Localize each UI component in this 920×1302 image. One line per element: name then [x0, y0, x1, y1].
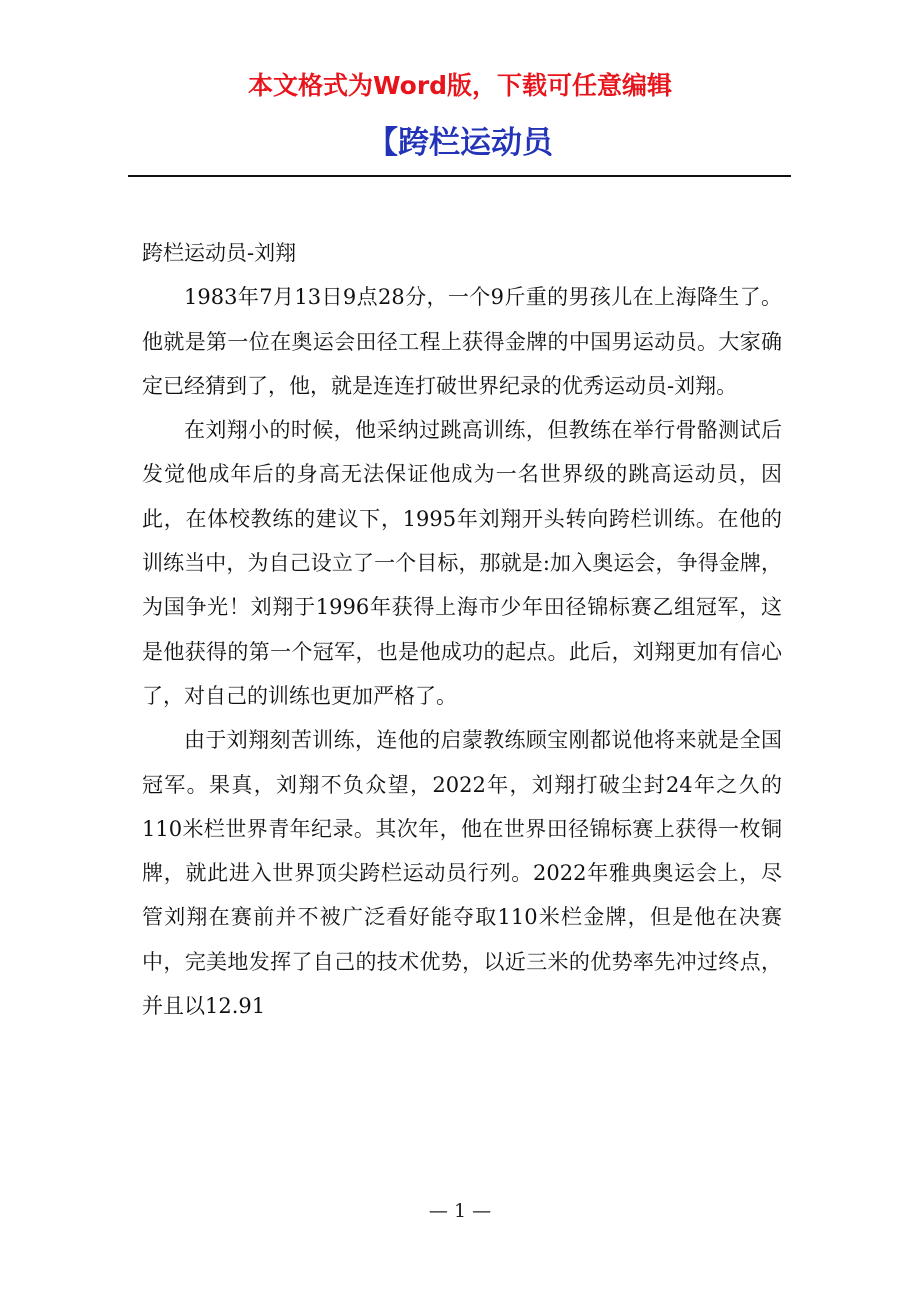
- section-heading: 跨栏运动员-刘翔: [142, 241, 297, 265]
- format-notice: 本文格式为Word版，下载可任意编辑: [247, 71, 673, 100]
- paragraph: 1983年7月13日9点28分，一个9斤重的男孩儿在上海降生了。他就是第一位在奥运会田径工程上获得金牌的中国男运动员。大家确定已经猜到了，他，就是连连打破世界纪录的优秀运动员-刘翔。: [142, 285, 782, 398]
- document-title: 【跨栏运动员: [367, 125, 553, 161]
- title-divider: [128, 175, 791, 177]
- page-number: — 1 —: [428, 1200, 492, 1222]
- paragraph: 在刘翔小的时候，他采纳过跳高训练，但教练在举行骨骼测试后发觉他成年后的身高无法保证他成为一名世界级的跳高运动员，因此，在体校教练的建议下，1995年刘翔开头转向跨栏训练。在他的训练当中，为自己设立了一个目标，那就是:加入奥运会，争得金牌，为国争光！刘翔于1996年获得上海市少年田径锦标赛乙组冠军，这是他获得的第一个冠军，也是他成功的起点。此后，刘翔更加有信心了，对自己的训练也更加严格了。: [142, 418, 782, 708]
- document-body: [142, 231, 782, 1028]
- paragraph: 由于刘翔刻苦训练，连他的启蒙教练顾宝刚都说他将来就是全国冠军。果真，刘翔不负众望，2022年，刘翔打破尘封24年之久的110米栏世界青年纪录。其次年，他在世界田径锦标赛上获得一枚铜牌，就此进入世界顶尖跨栏运动员行列。2022年雅典奥运会上，尽管刘翔在赛前并不被广泛看好能夺取110米栏金牌，但是他在决赛中，完美地发挥了自己的技术优势，以近三米的优势率先冲过终点，并且以12.91: [142, 728, 782, 1019]
